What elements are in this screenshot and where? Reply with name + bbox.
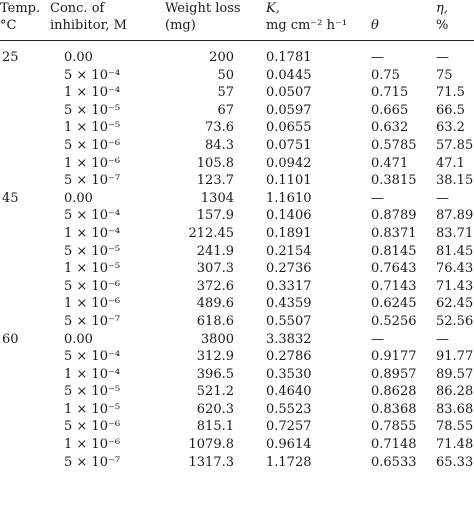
cell-weight-loss: 489.6 [196, 296, 234, 312]
cell-concentration: 1 × 10⁻⁴ [64, 366, 121, 382]
cell-temperature [0, 436, 48, 454]
cell-temperature [0, 278, 48, 296]
cell-efficiency: 76.43 [436, 261, 474, 277]
header-row [0, 0, 474, 41]
table-row [0, 295, 474, 313]
cell-concentration: 5 × 10⁻⁶ [64, 419, 121, 435]
table-row [0, 418, 474, 436]
cell-efficiency: 86.28 [436, 384, 474, 400]
cell-weight-loss: 1304 [200, 190, 234, 206]
cell-weight-loss: 157.9 [196, 208, 234, 224]
cell-weight-loss: 1317.3 [188, 454, 234, 470]
table-row [0, 102, 474, 120]
cell-surface-coverage: 0.8145 [371, 243, 417, 259]
cell-concentration: 5 × 10⁻⁷ [64, 173, 121, 189]
cell-efficiency: 63.2 [436, 120, 465, 136]
cell-concentration: 1 × 10⁻⁴ [64, 225, 121, 241]
cell-weight-loss: 815.1 [196, 419, 234, 435]
cell-corrosion-rate: 0.0445 [266, 67, 312, 83]
table-row [0, 243, 474, 261]
cell-surface-coverage: — [371, 331, 384, 347]
cell-temperature [0, 102, 48, 120]
header-efficiency-label [436, 0, 474, 17]
cell-weight-loss: 212.45 [188, 225, 234, 241]
table-row [0, 49, 474, 67]
header-temperature-label: Temp. [0, 1, 41, 16]
cell-weight-loss: 372.6 [196, 278, 234, 294]
table-row [0, 383, 474, 401]
cell-corrosion-rate: 0.2736 [266, 261, 312, 277]
cell-surface-coverage: — [371, 190, 384, 206]
table-row [0, 331, 474, 349]
cell-weight-loss: 396.5 [196, 366, 234, 382]
cell-temperature [0, 155, 48, 173]
cell-surface-coverage: 0.8957 [371, 366, 417, 382]
cell-weight-loss: 3800 [200, 331, 234, 347]
cell-surface-coverage: 0.6245 [371, 296, 417, 312]
cell-efficiency: — [436, 190, 449, 206]
cell-temperature [0, 67, 48, 85]
header-surface-coverage [363, 0, 422, 41]
cell-concentration: 1 × 10⁻⁶ [64, 296, 121, 312]
cell-surface-coverage: — [371, 50, 384, 65]
cell-efficiency: 65.33 [436, 454, 474, 470]
cell-weight-loss: 67 [217, 102, 234, 118]
header-efficiency [422, 0, 474, 41]
cell-efficiency: 52.56 [436, 313, 474, 329]
cell-temperature [0, 243, 48, 261]
cell-concentration: 0.00 [64, 190, 93, 206]
cell-temperature [0, 137, 48, 155]
cell-efficiency: 89.57 [436, 366, 474, 382]
cell-concentration: 1 × 10⁻⁶ [64, 437, 121, 453]
cell-corrosion-rate: 0.0751 [266, 137, 312, 153]
cell-weight-loss: 307.3 [196, 261, 234, 277]
header-corrosion-rate-label [266, 0, 363, 17]
cell-surface-coverage: 0.7148 [371, 437, 417, 453]
cell-temperature [0, 401, 48, 419]
cell-efficiency: 87.89 [436, 208, 474, 224]
cell-temperature [0, 454, 48, 472]
cell-temperature [0, 225, 48, 243]
cell-surface-coverage: 0.8371 [371, 225, 417, 241]
table-row [0, 172, 474, 190]
cell-concentration: 1 × 10⁻⁵ [64, 120, 121, 136]
table-row [0, 137, 474, 155]
cell-corrosion-rate: 0.5507 [266, 313, 312, 329]
cell-weight-loss: 241.9 [196, 243, 234, 259]
cell-corrosion-rate: 0.1891 [266, 225, 312, 241]
cell-surface-coverage: 0.632 [371, 120, 409, 136]
cell-concentration: 5 × 10⁻⁶ [64, 278, 121, 294]
cell-corrosion-rate: 0.3317 [266, 278, 312, 294]
cell-concentration: 1 × 10⁻⁵ [64, 261, 121, 277]
cell-surface-coverage: 0.8368 [371, 401, 417, 417]
cell-corrosion-rate: 3.3832 [266, 331, 312, 347]
cell-efficiency: 62.45 [436, 296, 474, 312]
cell-temperature [0, 119, 48, 137]
cell-concentration: 5 × 10⁻⁵ [64, 102, 121, 118]
header-spacer-row [0, 41, 474, 50]
cell-concentration: 5 × 10⁻⁷ [64, 454, 121, 470]
cell-corrosion-rate: 0.0597 [266, 102, 312, 118]
cell-temperature [0, 207, 48, 225]
cell-concentration: 1 × 10⁻⁵ [64, 401, 121, 417]
header-weight-loss-unit: (mg) [165, 18, 196, 33]
cell-corrosion-rate: 0.1406 [266, 208, 312, 224]
cell-concentration: 5 × 10⁻⁵ [64, 384, 121, 400]
cell-temperature [0, 313, 48, 331]
cell-concentration: 5 × 10⁻⁷ [64, 313, 121, 329]
cell-surface-coverage: 0.471 [371, 155, 409, 171]
cell-corrosion-rate: 0.7257 [266, 419, 312, 435]
header-concentration [48, 0, 165, 41]
cell-corrosion-rate: 0.4359 [266, 296, 312, 312]
cell-efficiency: 71.5 [436, 85, 465, 101]
cell-weight-loss: 618.6 [196, 313, 234, 329]
table-row [0, 119, 474, 137]
cell-temperature: 25 [2, 50, 19, 65]
cell-concentration: 5 × 10⁻⁴ [64, 349, 121, 365]
header-concentration-label: Conc. of [50, 1, 105, 16]
table-row [0, 84, 474, 102]
table-body [0, 41, 474, 472]
cell-efficiency: 83.68 [436, 401, 474, 417]
cell-temperature [0, 295, 48, 313]
cell-efficiency: 47.1 [436, 155, 465, 171]
cell-surface-coverage: 0.7643 [371, 261, 417, 277]
cell-efficiency: 75 [436, 67, 453, 83]
header-corrosion-rate [262, 0, 363, 41]
cell-weight-loss: 521.2 [196, 384, 234, 400]
header-temperature [0, 0, 48, 41]
cell-corrosion-rate: 0.1101 [266, 173, 312, 189]
table-row [0, 190, 474, 208]
header-temperature-unit: °C [0, 18, 17, 33]
cell-efficiency: 66.5 [436, 102, 465, 118]
cell-surface-coverage: 0.5785 [371, 137, 417, 153]
cell-efficiency: 71.43 [436, 278, 474, 294]
cell-surface-coverage: 0.7855 [371, 419, 417, 435]
cell-corrosion-rate: 0.3530 [266, 366, 312, 382]
cell-surface-coverage: 0.7143 [371, 278, 417, 294]
cell-surface-coverage: 0.8628 [371, 384, 417, 400]
header-efficiency-unit: % [436, 18, 449, 33]
cell-efficiency: 91.77 [436, 349, 474, 365]
cell-efficiency: 71.48 [436, 437, 474, 453]
table-row [0, 454, 474, 472]
table-header [0, 0, 474, 41]
cell-efficiency: 78.55 [436, 419, 474, 435]
cell-concentration: 5 × 10⁻⁴ [64, 67, 121, 83]
header-concentration-unit: inhibitor, M [50, 18, 127, 33]
cell-concentration: 5 × 10⁻⁵ [64, 243, 121, 259]
cell-weight-loss: 312.9 [196, 349, 234, 365]
cell-surface-coverage: 0.3815 [371, 173, 417, 189]
cell-corrosion-rate: 0.1781 [266, 50, 312, 65]
cell-corrosion-rate: 0.0655 [266, 120, 312, 136]
header-eta-symbol: η, [436, 1, 448, 16]
cell-concentration: 1 × 10⁻⁶ [64, 155, 121, 171]
table-row [0, 401, 474, 419]
cell-corrosion-rate: 0.2786 [266, 349, 312, 365]
cell-surface-coverage: 0.75 [371, 67, 400, 83]
header-spacer-cell [0, 41, 474, 50]
table-row [0, 207, 474, 225]
cell-efficiency: 38.15 [436, 173, 474, 189]
table-row [0, 225, 474, 243]
cell-surface-coverage: 0.8789 [371, 208, 417, 224]
cell-concentration: 1 × 10⁻⁴ [64, 85, 121, 101]
cell-concentration: 5 × 10⁻⁶ [64, 137, 121, 153]
cell-corrosion-rate: 1.1610 [266, 190, 312, 206]
cell-temperature [0, 172, 48, 190]
header-theta-symbol: θ [371, 18, 379, 33]
cell-temperature: 45 [2, 190, 19, 206]
cell-surface-coverage: 0.715 [371, 85, 409, 101]
cell-corrosion-rate: 0.0507 [266, 85, 312, 101]
table-row [0, 366, 474, 384]
cell-weight-loss: 105.8 [196, 155, 234, 171]
cell-concentration: 0.00 [64, 50, 93, 65]
cell-surface-coverage: 0.6533 [371, 454, 417, 470]
cell-temperature: 60 [2, 331, 19, 347]
table-row [0, 155, 474, 173]
cell-efficiency: 57.85 [436, 137, 474, 153]
table-row [0, 67, 474, 85]
header-corrosion-rate-unit: mg cm⁻² h⁻¹ [266, 18, 348, 33]
cell-efficiency: 81.45 [436, 243, 474, 259]
cell-concentration: 5 × 10⁻⁴ [64, 208, 121, 224]
cell-temperature [0, 366, 48, 384]
cell-surface-coverage: 0.9177 [371, 349, 417, 365]
cell-weight-loss: 57 [217, 85, 234, 101]
table-row [0, 348, 474, 366]
cell-weight-loss: 73.6 [205, 120, 234, 136]
table-row [0, 436, 474, 454]
cell-weight-loss: 123.7 [196, 173, 234, 189]
cell-corrosion-rate: 0.9614 [266, 437, 312, 453]
cell-temperature [0, 348, 48, 366]
table-row [0, 260, 474, 278]
header-weight-loss-label: Weight loss [165, 1, 241, 16]
cell-corrosion-rate: 0.0942 [266, 155, 312, 171]
table-row [0, 313, 474, 331]
cell-temperature [0, 260, 48, 278]
cell-temperature [0, 84, 48, 102]
cell-temperature [0, 383, 48, 401]
cell-corrosion-rate: 1.1728 [266, 454, 312, 470]
cell-efficiency: — [436, 50, 449, 65]
cell-weight-loss: 620.3 [196, 401, 234, 417]
cell-corrosion-rate: 0.5523 [266, 401, 312, 417]
header-k-symbol: K, [266, 1, 280, 16]
cell-weight-loss: 200 [209, 50, 234, 65]
cell-efficiency: — [436, 331, 449, 347]
cell-concentration: 0.00 [64, 331, 93, 347]
cell-surface-coverage: 0.665 [371, 102, 409, 118]
cell-efficiency: 83.71 [436, 225, 474, 241]
cell-corrosion-rate: 0.4640 [266, 384, 312, 400]
header-weight-loss [165, 0, 262, 41]
cell-weight-loss: 84.3 [205, 137, 234, 153]
cell-weight-loss: 50 [217, 67, 234, 83]
cell-weight-loss: 1079.8 [188, 437, 234, 453]
table-row [0, 278, 474, 296]
cell-surface-coverage: 0.5256 [371, 313, 417, 329]
cell-corrosion-rate: 0.2154 [266, 243, 312, 259]
cell-temperature [0, 418, 48, 436]
